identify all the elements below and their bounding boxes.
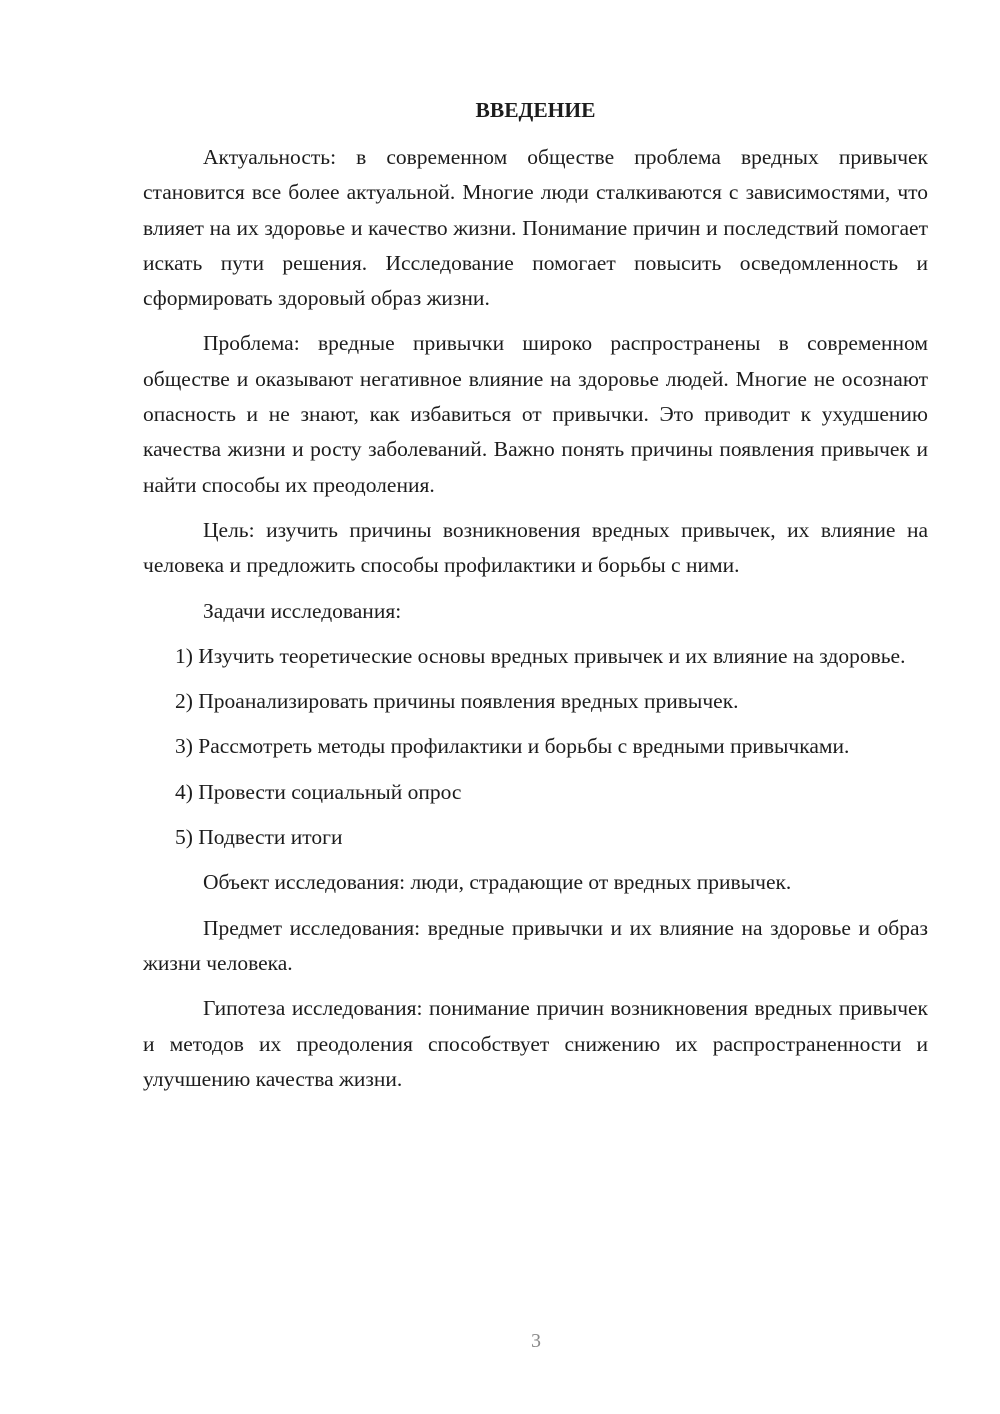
paragraph-relevance: Актуальность: в современном обществе проблема вредных привычек становится все более актуальной. Многие люди сталкиваются с зависимостями, что влияет на их здоровье и качество жизни. Понимание причин и последствий помогает искать пути решения. Исследование помогает повысить осведомленность и сформировать здоровый образ жизни. — [143, 145, 928, 311]
task-item-2: 2) Проанализировать причины появления вредных привычек. — [175, 689, 739, 714]
task-item-4: 4) Провести социальный опрос — [175, 779, 462, 804]
paragraph-goal: Цель: изучить причины возникновения вредных привычек, их влияние на человека и предложить способы профилактики и борьбы с ними. — [143, 517, 928, 578]
paragraph-subject: Предмет исследования: вредные привычки и их влияние на здоровье и образ жизни человека. — [143, 915, 928, 975]
task-item-1: 1) Изучить теоретические основы вредных привычек и их влияние на здоровье. — [175, 643, 906, 668]
paragraph-object: Объект исследования: люди, страдающие от вредных привычек. — [203, 870, 792, 895]
page-number: 3 — [531, 1330, 541, 1352]
paragraph-hypothesis: Гипотеза исследования: понимание причин возникновения вредных привычек и методов их преодоления способствует снижению их распространенности и улучшению качества жизни. — [143, 996, 928, 1091]
task-item-3: 3) Рассмотреть методы профилактики и борьбы с вредными привычками. — [175, 734, 850, 759]
page-title: ВВЕДЕНИЕ — [475, 98, 596, 122]
tasks-heading: Задачи исследования: — [203, 598, 402, 623]
document-body — [143, 93, 928, 1107]
paragraph-problem: Проблема: вредные привычки широко распространены в современном обществе и оказывают негативное влияние на здоровье людей. Многие не осознают опасность и не знают, как избавиться от привычки. Это приводит к ухудшению качества жизни и росту заболеваний. Важно понять причины появления привычек и найти способы их преодоления. — [143, 331, 928, 497]
tasks-list — [143, 639, 928, 855]
task-item-5: 5) Подвести итоги — [175, 825, 343, 850]
